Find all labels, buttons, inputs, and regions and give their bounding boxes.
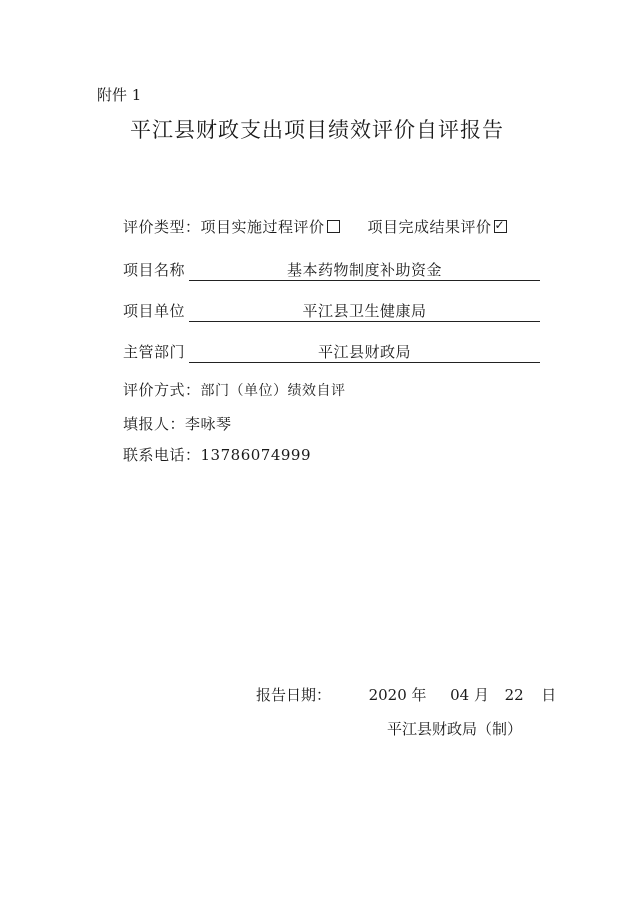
evaluation-method-value: 部门（单位）绩效自评 xyxy=(200,383,346,399)
option-result-label: 项目完成结果评价 xyxy=(367,218,492,236)
supervisor-label: 主管部门 xyxy=(123,343,186,361)
filler-row xyxy=(123,413,232,434)
report-year-unit: 年 xyxy=(411,686,427,704)
phone-row xyxy=(123,444,311,465)
project-unit-field xyxy=(123,300,540,322)
filler-value: 李咏琴 xyxy=(185,415,232,433)
evaluation-method-label: 评价方式： xyxy=(123,381,201,399)
project-unit-underline xyxy=(189,321,540,322)
project-name-field xyxy=(123,259,540,281)
document-title: 平江县财政支出项目绩效评价自评报告 xyxy=(130,118,504,142)
phone-label: 联系电话： xyxy=(123,446,201,464)
report-date-label: 报告日期： xyxy=(256,686,332,704)
evaluation-method-row xyxy=(123,379,346,400)
report-month: 04 xyxy=(450,686,470,704)
phone-value: 13786074999 xyxy=(200,446,311,464)
supervisor-underline xyxy=(189,362,540,363)
option-process-label: 项目实施过程评价 xyxy=(200,218,325,236)
report-day-unit: 日 xyxy=(541,686,557,704)
supervisor-field xyxy=(123,341,540,363)
attachment-label: 附件 1 xyxy=(97,86,142,104)
supervisor-value: 平江县财政局 xyxy=(317,343,411,361)
filler-label: 填报人： xyxy=(123,415,186,433)
evaluation-type-label: 评价类型： xyxy=(123,218,201,236)
project-name-label: 项目名称 xyxy=(123,261,186,279)
report-day: 22 xyxy=(504,686,524,704)
report-year: 2020 xyxy=(368,686,407,704)
project-name-underline xyxy=(189,280,540,281)
evaluation-type-row xyxy=(123,216,507,237)
project-unit-label: 项目单位 xyxy=(123,302,186,320)
report-date-row xyxy=(256,684,556,705)
project-unit-value: 平江县卫生健康局 xyxy=(302,302,427,320)
issuer: 平江县财政局（制） xyxy=(387,720,523,738)
option-result-checkbox[interactable] xyxy=(494,220,507,233)
project-name-value: 基本药物制度补助资金 xyxy=(286,261,442,279)
report-month-unit: 月 xyxy=(474,686,490,704)
option-process-checkbox[interactable] xyxy=(327,220,340,233)
